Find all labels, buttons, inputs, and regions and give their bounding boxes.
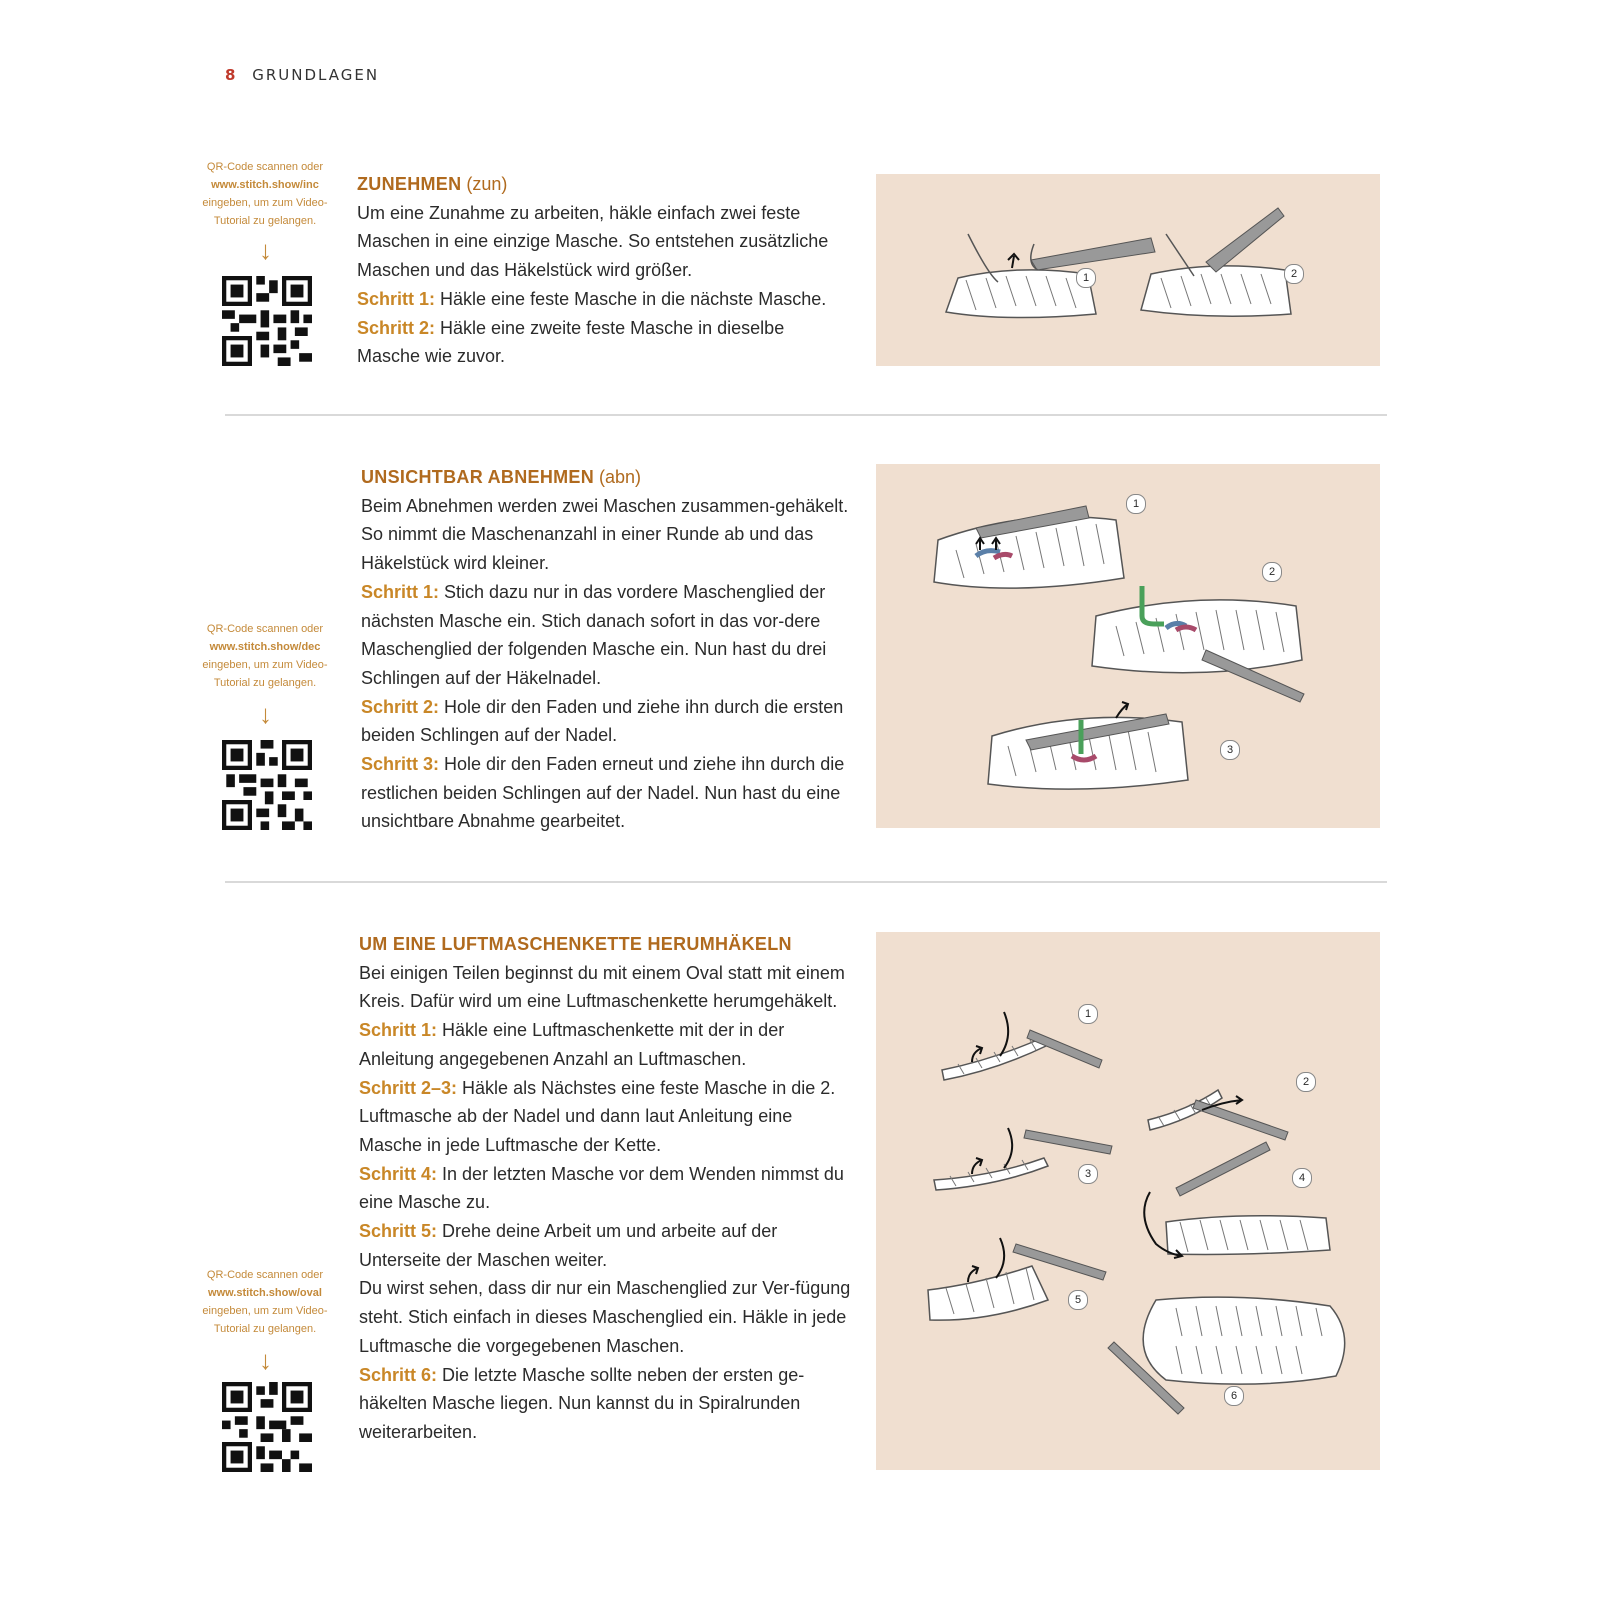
qr-note-line: QR-Code scannen oder [206,623,324,635]
chapter-title: GRUNDLAGEN [252,66,380,84]
qr-note-line: eingeben, um zum Video- [202,1305,328,1317]
qr-code[interactable] [222,740,312,830]
figure-number: 3 [1220,740,1240,760]
section-title: ZUNEHMEN [357,174,462,194]
figure-number: 2 [1284,264,1304,284]
qr-note [190,620,340,692]
step-text: In der letzten Masche vor dem Wenden nimmst du eine Masche zu. [359,1163,844,1213]
extra-paragraph: Du wirst sehen, dass dir nur ein Maschenglied zur Ver-fügung steht. Stich einfach in dieses Maschenglied ein. Häkle in jede Luftmasche die vorgegebenen Maschen. [359,1278,851,1356]
section-title: UNSICHTBAR ABNEHMEN [361,467,595,487]
section-abbreviation: (abn) [594,467,642,487]
step-label: Schritt 1: [357,288,436,309]
step-label: Schritt 6: [359,1364,438,1385]
section-intro: Um eine Zunahme zu arbeiten, häkle einfach zwei feste Maschen in eine einzige Masche. So entstehen zusätzliche Maschen und das Häkelstück wird größer. [357,202,829,281]
section-divider [225,881,1387,883]
step-text: Stich dazu nur in das vordere Maschenglied der nächsten Masche ein. Stich danach sofort in das vor-dere Maschenglied der folgenden Masche ein. Nun hast du drei Schlingen auf der Häkelnadel. [361,581,827,688]
qr-note-line: Tutorial zu gelangen. [213,677,317,689]
figure-number: 5 [1068,1290,1088,1310]
section-luftmaschenkette [359,930,851,1447]
step-label: Schritt 1: [361,581,440,602]
figure-number: 3 [1078,1164,1098,1184]
step-text: Drehe deine Arbeit um und arbeite auf der Unterseite der Maschen weiter. [359,1221,778,1270]
step-label: Schritt 1: [359,1020,438,1041]
step-text: Häkle eine zweite feste Masche in dieselbe Masche wie zuvor. [357,317,785,367]
section-abbreviation: (zun) [461,174,508,194]
qr-url-link[interactable]: www.stitch.show/dec [209,641,321,653]
section-intro: Beim Abnehmen werden zwei Maschen zusammen-gehäkelt. So nimmt die Maschenanzahl in einer Runde ab und das Häkelstück wird kleiner. [361,495,849,574]
step-text: Häkle eine Luftmaschenkette mit der in der Anleitung angegebenen Anzahl an Luftmaschen. [359,1020,785,1069]
step-paragraph [361,693,851,750]
step-label: Schritt 4: [359,1163,438,1184]
figure-number: 2 [1296,1072,1316,1092]
qr-code[interactable] [222,1382,312,1472]
step-paragraph [359,1217,851,1274]
qr-note-line: Tutorial zu gelangen. [213,215,317,227]
step-label: Schritt 2: [361,696,440,717]
section-abnehmen [361,463,851,836]
step-paragraph [357,285,847,314]
figure-number: 1 [1078,1004,1098,1024]
figure-number: 1 [1076,268,1096,288]
qr-code[interactable] [222,276,312,366]
illustration-abnehmen [876,464,1380,828]
qr-note-line: QR-Code scannen oder [206,1269,324,1281]
qr-url-link[interactable]: www.stitch.show/oval [208,1287,322,1299]
figure-number: 1 [1126,494,1146,514]
step-text: Häkle eine feste Masche in die nächste Masche. [435,288,827,309]
figure-number: 4 [1292,1168,1312,1188]
step-label: Schritt 5: [359,1221,438,1242]
step-text: Häkle als Nächstes eine feste Masche in die 2. Luftmasche ab der Nadel und dann laut Anleitung eine Masche in jede Luftmasche der Kette. [359,1077,836,1155]
qr-note [190,158,340,230]
arrow-down-icon: ↓ [259,699,272,729]
step-text: Hole dir den Faden erneut und ziehe ihn durch die restlichen beiden Schlingen auf der Nadel. Nun hast du eine unsichtbare Abnahme gearbeitet. [361,754,845,832]
qr-note-line: eingeben, um zum Video- [202,659,328,671]
step-paragraph [357,314,847,371]
step-paragraph [361,750,851,836]
step-paragraph [359,1074,851,1160]
step-paragraph [359,1361,851,1447]
step-label: Schritt 2: [357,317,436,338]
section-title: UM EINE LUFTMASCHENKETTE HERUMHÄKELN [359,934,792,954]
qr-note [190,1266,340,1338]
step-text: Die letzte Masche sollte neben der ersten ge-häkelten Masche liegen. Nun kannst du in Spiralrunden weiterarbeiten. [359,1364,805,1442]
qr-note-line: eingeben, um zum Video- [202,197,328,209]
section-divider [225,414,1387,416]
qr-note-line: QR-Code scannen oder [206,161,324,173]
qr-note-line: Tutorial zu gelangen. [213,1323,317,1335]
page-header [225,66,379,84]
step-paragraph [361,578,851,693]
section-intro: Bei einigen Teilen beginnst du mit einem Oval statt mit einem Kreis. Dafür wird um eine Luftmaschenkette herumgehäkelt. [359,962,845,1012]
section-zunehmen [357,170,847,371]
figure-number: 2 [1262,562,1282,582]
illustration-luftmaschenkette [876,932,1380,1470]
figure-number: 6 [1224,1386,1244,1406]
page-number: 8 [225,66,238,84]
step-label: Schritt 3: [361,754,440,775]
arrow-down-icon: ↓ [259,235,272,265]
step-paragraph [359,1160,851,1217]
step-paragraph [359,1016,851,1073]
step-text: Hole dir den Faden und ziehe ihn durch die ersten beiden Schlingen auf der Nadel. [361,696,844,746]
step-label: Schritt 2–3: [359,1077,458,1098]
arrow-down-icon: ↓ [259,1345,272,1375]
illustration-zunehmen [876,174,1380,366]
qr-url-link[interactable]: www.stitch.show/inc [211,179,319,191]
